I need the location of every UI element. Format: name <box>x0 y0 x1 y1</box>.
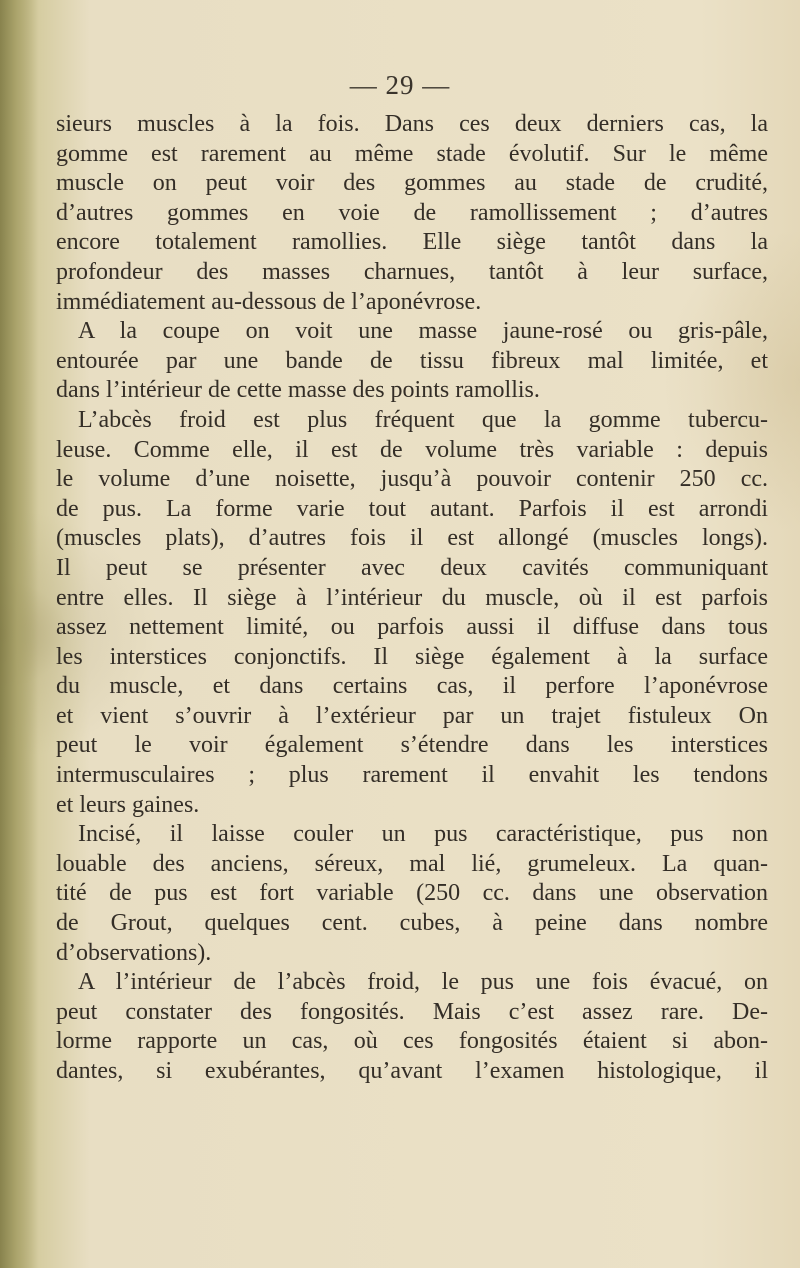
text-line: profondeur des masses charnues, tantôt à leur surface, <box>56 258 768 285</box>
text-line: et vient s’ouvrir à l’extérieur par un trajet fistuleux On <box>56 702 768 729</box>
text-line: Incisé, il laisse couler un pus caractéristique, pus non <box>78 821 768 848</box>
text-line: leuse. Comme elle, il est de volume très variable : depuis <box>56 436 768 463</box>
text-line: dans l’intérieur de cette masse des points ramollis. <box>56 377 540 404</box>
text-line: lorme rapporte un cas, où ces fongosités étaient si abon- <box>56 1028 768 1055</box>
text-line: d’observations). <box>56 939 212 966</box>
binding-shadow <box>0 0 38 1268</box>
body-text <box>56 110 768 1087</box>
text-line: d’autres gommes en voie de ramollissement ; d’autres <box>56 199 768 226</box>
text-line: louable des anciens, séreux, mal lié, grumeleux. La quan- <box>56 850 768 877</box>
text-line: (muscles plats), d’autres fois il est allongé (muscles longs). <box>56 525 768 552</box>
text-line: les interstices conjonctifs. Il siège également à la surface <box>56 643 768 670</box>
text-line: de pus. La forme varie tout autant. Parfois il est arrondi <box>56 495 768 522</box>
text-line: le volume d’une noisette, jusqu’à pouvoir contenir 250 cc. <box>56 466 768 493</box>
text-line: intermusculaires ; plus rarement il envahit les tendons <box>56 762 768 789</box>
text-line: immédiatement au-dessous de l’aponévrose. <box>56 288 482 315</box>
text-line: entre elles. Il siège à l’intérieur du muscle, où il est parfois <box>56 584 768 611</box>
text-line: peut le voir également s’étendre dans les interstices <box>56 732 768 759</box>
text-line: du muscle, et dans certains cas, il perfore l’aponévrose <box>56 673 768 700</box>
text-line: tité de pus est fort variable (250 cc. dans une observation <box>56 880 768 907</box>
text-line: peut constater des fongosités. Mais c’est assez rare. De- <box>56 998 768 1025</box>
text-line: assez nettement limité, ou parfois aussi il diffuse dans tous <box>56 614 768 641</box>
page-number: — 29 — <box>349 70 451 100</box>
text-line: Il peut se présenter avec deux cavités communiquant <box>56 554 768 581</box>
text-line: entourée par une bande de tissu fibreux mal limitée, et <box>56 347 768 374</box>
text-line: A la coupe on voit une masse jaune-rosé ou gris-pâle, <box>78 318 768 345</box>
text-line: de Grout, quelques cent. cubes, à peine dans nombre <box>56 910 768 937</box>
text-line: muscle on peut voir des gommes au stade de crudité, <box>56 170 768 197</box>
text-line: encore totalement ramollies. Elle siège tantôt dans la <box>56 229 768 256</box>
text-line: A l’intérieur de l’abcès froid, le pus une fois évacué, on <box>78 969 768 996</box>
text-line: gomme est rarement au même stade évolutif. Sur le même <box>56 140 768 167</box>
text-line: et leurs gaines. <box>56 791 200 818</box>
text-line: L’abcès froid est plus fréquent que la gomme tubercu- <box>78 406 768 433</box>
text-line: sieurs muscles à la fois. Dans ces deux derniers cas, la <box>56 111 768 137</box>
text-line: dantes, si exubérantes, qu’avant l’examen histologique, il <box>56 1058 768 1084</box>
